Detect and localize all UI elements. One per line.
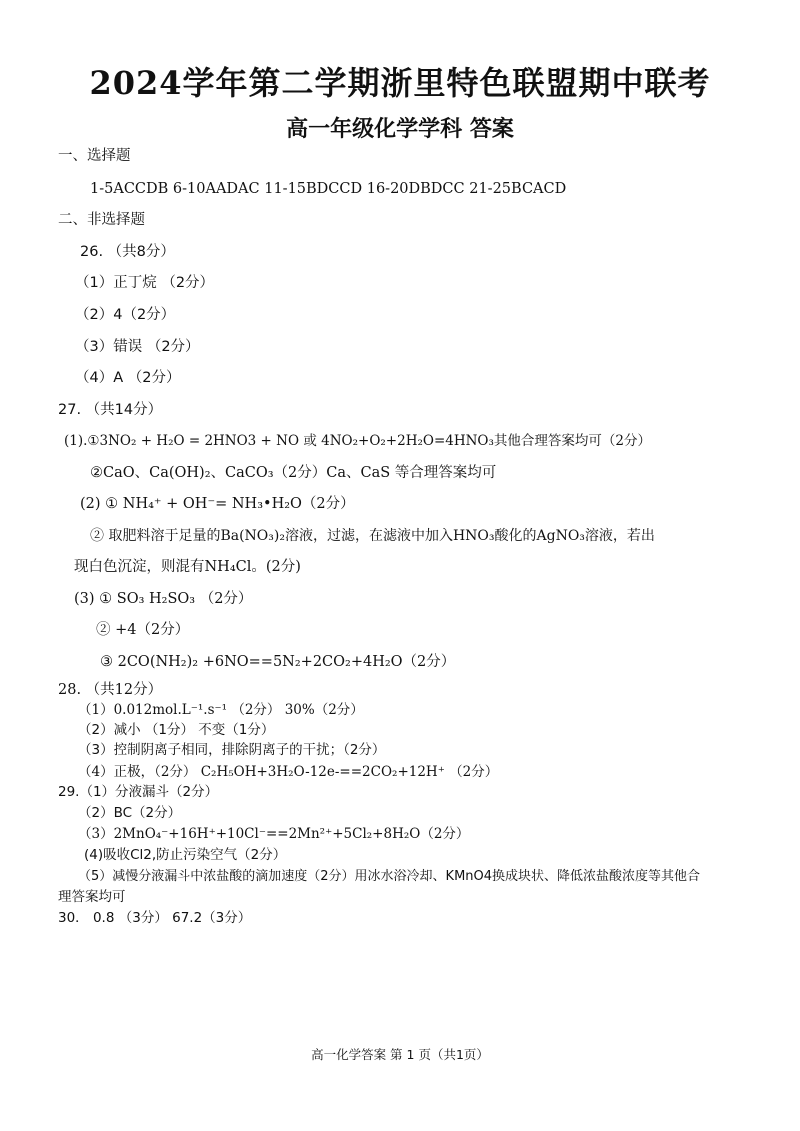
q29-answer-2: （2）BC（2分）: [78, 805, 182, 821]
q29-answer-4: (4)吸收Cl2,防止污染空气（2分）: [84, 847, 287, 863]
q29-answer-1: 29.（1）分液漏斗（2分）: [58, 784, 219, 800]
q28-answer-2: （2）减小 （1分） 不变（1分）: [78, 722, 275, 738]
q28-answer-3: （3）控制阴离子相同，排除阴离子的干扰；（2分）: [78, 742, 386, 758]
q26-answer-3: （3）错误 （2分）: [75, 339, 200, 355]
q29-answer-3: （3）2MnO₄⁻+16H⁺+10Cl⁻==2Mn²⁺+5Cl₂+8H₂O（2分）: [78, 826, 470, 842]
q27-answer-1-2: ②CaO、Ca(OH)₂、CaCO₃（2分）Ca、CaS 等合理答案均可: [90, 465, 497, 481]
section-heading-nonchoice: 二、非选择题: [58, 212, 145, 228]
q26-heading: 26. （共8分）: [80, 244, 175, 260]
choice-answers: 1-5ACCDB 6-10AADAC 11-15BDCCD 16-20DBDCC 21-25BCACD: [90, 181, 567, 197]
q26-answer-2: （2）4（2分）: [75, 307, 176, 323]
section-heading-choice: 一、选择题: [58, 148, 131, 164]
q28-answer-4: （4）正极，（2分） C₂H₅OH+3H₂O-12e-==2CO₂+12H⁺ （2分）: [78, 764, 499, 780]
q28-heading: 28. （共12分）: [58, 682, 163, 698]
q29-answer-5-2: 理答案均可: [58, 889, 126, 905]
q27-answer-3-3: ③ 2CO(NH₂)₂ +6NO==5N₂+2CO₂+4H₂O（2分）: [100, 654, 456, 670]
page-footer: 高一化学答案 第 1 页（共1页）: [311, 1047, 489, 1062]
q30-answer: 30． 0.8 （3分） 67.2（3分）: [58, 910, 252, 926]
q28-answer-1: （1）0.012mol.L⁻¹.s⁻¹ （2分） 30%（2分）: [78, 702, 364, 718]
q27-answer-3-2: ② +4（2分）: [96, 622, 190, 638]
q26-answer-1: （1）正丁烷 （2分）: [75, 275, 215, 291]
q27-heading: 27. （共14分）: [58, 402, 163, 418]
q29-answer-5-1: （5）减慢分液漏斗中浓盐酸的滴加速度（2分）用冰水浴冷却、KMnO4换成块状、降低浓盐酸浓度等其他合: [78, 869, 701, 884]
q27-answer-2-3: 现白色沉淀，则混有NH₄Cl。(2分): [74, 559, 301, 575]
q27-answer-3-1: (3) ① SO₃ H₂SO₃ （2分）: [74, 591, 253, 607]
q27-answer-2-1: (2) ① NH₄⁺ + OH⁻= NH₃•H₂O（2分）: [80, 496, 355, 512]
page-subtitle: 高一年级化学学科 答案: [286, 117, 514, 142]
q27-answer-1-1: (1).①3NO₂ + H₂O = 2HNO3 + NO 或 4NO₂+O₂+2H₂O=4HNO₃其他合理答案均可（2分）: [64, 433, 652, 449]
q26-answer-4: （4）A （2分）: [75, 370, 181, 386]
page-title: 2024学年第二学期浙里特色联盟期中联考: [89, 64, 711, 102]
q27-answer-2-2: ② 取肥料溶于足量的Ba(NO₃)₂溶液，过滤，在滤液中加入HNO₃酸化的AgNO₃溶液，若出: [90, 528, 655, 544]
